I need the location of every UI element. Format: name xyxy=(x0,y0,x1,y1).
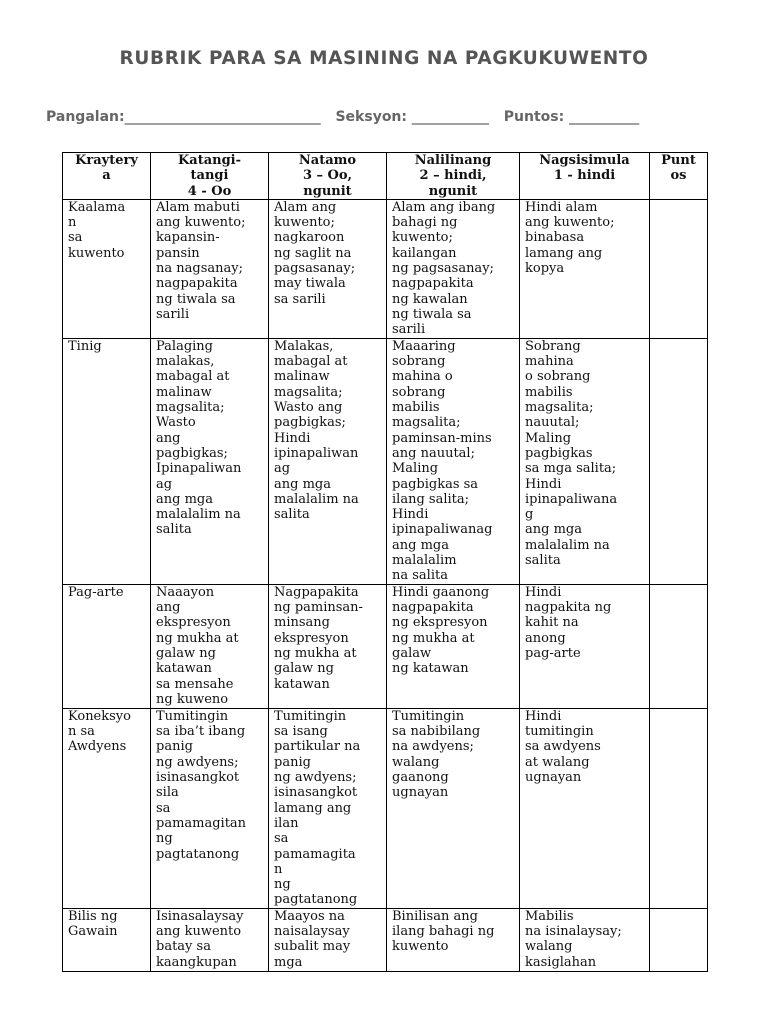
level-3-cell: Nagpapakita ng paminsan- minsang ekspresyon ng mukha at galaw ng katawan xyxy=(269,584,387,708)
name-label: Pangalan: xyxy=(46,109,125,125)
points-cell[interactable] xyxy=(650,908,708,971)
level-1-cell: Mabilis na isinalaysay; walang kasiglahan xyxy=(520,908,650,971)
level-4-cell: Alam mabuti ang kuwento; kapansin- pansin na nagsanay; nagpapakita ng tiwala sa sarili xyxy=(151,199,269,338)
level-3-cell: Malakas, mabagal at malinaw magsalita; Wasto ang pagbigkas; Hindi ipinapaliwan ag ang mga malalalim na salita xyxy=(269,338,387,584)
level-1-cell: Sobrang mahina o sobrang mabilis magsalita; nauutal; Maling pagbigkas sa mga salita; Hindi ipinapaliwana g ang mga malalalim na salita xyxy=(520,338,650,584)
points-cell[interactable] xyxy=(650,338,708,584)
header-level-2: Nalilinang 2 – hindi, ngunit xyxy=(387,153,520,200)
table-row xyxy=(63,584,708,708)
level-1-cell: Hindi tumitingin sa awdyens at walang ugnayan xyxy=(520,708,650,908)
table-row xyxy=(63,199,708,338)
header-criteria: Kraytery a xyxy=(63,153,151,200)
level-1-cell: Hindi nagpakita ng kahit na anong pag-arte xyxy=(520,584,650,708)
level-2-cell: Alam ang ibang bahagi ng kuwento; kailangan ng pagsasanay; nagpapakita ng kawalan ng tiwala sa sarili xyxy=(387,199,520,338)
level-3-cell: Tumitingin sa isang partikular na panig ng awdyens; isinasangkot lamang ang ilan sa pamamagita n ng pagtatanong xyxy=(269,708,387,908)
level-4-cell: Palaging malakas, mabagal at malinaw magsalita; Wasto ang pagbigkas; Ipinapaliwan ag ang mga malalalim na salita xyxy=(151,338,269,584)
student-info-line xyxy=(46,109,639,125)
table-row xyxy=(63,708,708,908)
level-1-cell: Hindi alam ang kuwento; binabasa lamang ang kopya xyxy=(520,199,650,338)
level-2-cell: Hindi gaanong nagpapakita ng ekspresyon ng mukha at galaw ng katawan xyxy=(387,584,520,708)
level-4-cell: Naaayon ang ekspresyon ng mukha at galaw ng katawan sa mensahe ng kuweno xyxy=(151,584,269,708)
criteria-cell: Pag-arte xyxy=(63,584,151,708)
score-label: Puntos: xyxy=(503,109,565,125)
header-points: Punt os xyxy=(650,153,708,200)
header-row xyxy=(63,153,708,200)
level-3-cell: Alam ang kuwento; nagkaroon ng saglit na pagsasanay; may tiwala sa sarili xyxy=(269,199,387,338)
points-cell[interactable] xyxy=(650,199,708,338)
rubric-table xyxy=(62,152,708,972)
name-blank: ____________________________ xyxy=(124,109,321,125)
header-level-4: Katangi- tangi 4 - Oo xyxy=(151,153,269,200)
level-3-cell: Maayos na naisalaysay subalit may mga xyxy=(269,908,387,971)
points-cell[interactable] xyxy=(650,584,708,708)
criteria-cell: Bilis ng Gawain xyxy=(63,908,151,971)
section-label: Seksyon: xyxy=(335,109,407,125)
section-blank: ___________ xyxy=(411,109,489,125)
header-level-3: Natamo 3 – Oo, ngunit xyxy=(269,153,387,200)
points-cell[interactable] xyxy=(650,708,708,908)
criteria-cell: Koneksyo n sa Awdyens xyxy=(63,708,151,908)
score-blank: __________ xyxy=(569,109,640,125)
level-2-cell: Binilisan ang ilang bahagi ng kuwento xyxy=(387,908,520,971)
level-2-cell: Tumitingin sa nabibilang na awdyens; walang gaanong ugnayan xyxy=(387,708,520,908)
table-row xyxy=(63,908,708,971)
criteria-cell: Kaalama n sa kuwento xyxy=(63,199,151,338)
criteria-cell: Tinig xyxy=(63,338,151,584)
page-title: RUBRIK PARA SA MASINING NA PAGKUKUWENTO xyxy=(119,48,649,69)
level-4-cell: Tumitingin sa iba’t ibang panig ng awdyens; isinasangkot sila sa pamamagitan ng pagtatanong xyxy=(151,708,269,908)
level-2-cell: Maaaring sobrang mahina o sobrang mabilis magsalita; paminsan-mins ang nauutal; Maling pagbigkas sa ilang salita; Hindi ipinapaliwanag ang mga malalalim na salita xyxy=(387,338,520,584)
header-level-1: Nagsisimula 1 - hindi xyxy=(520,153,650,200)
table-row xyxy=(63,338,708,584)
level-4-cell: Isinasalaysay ang kuwento batay sa kaangkupan xyxy=(151,908,269,971)
